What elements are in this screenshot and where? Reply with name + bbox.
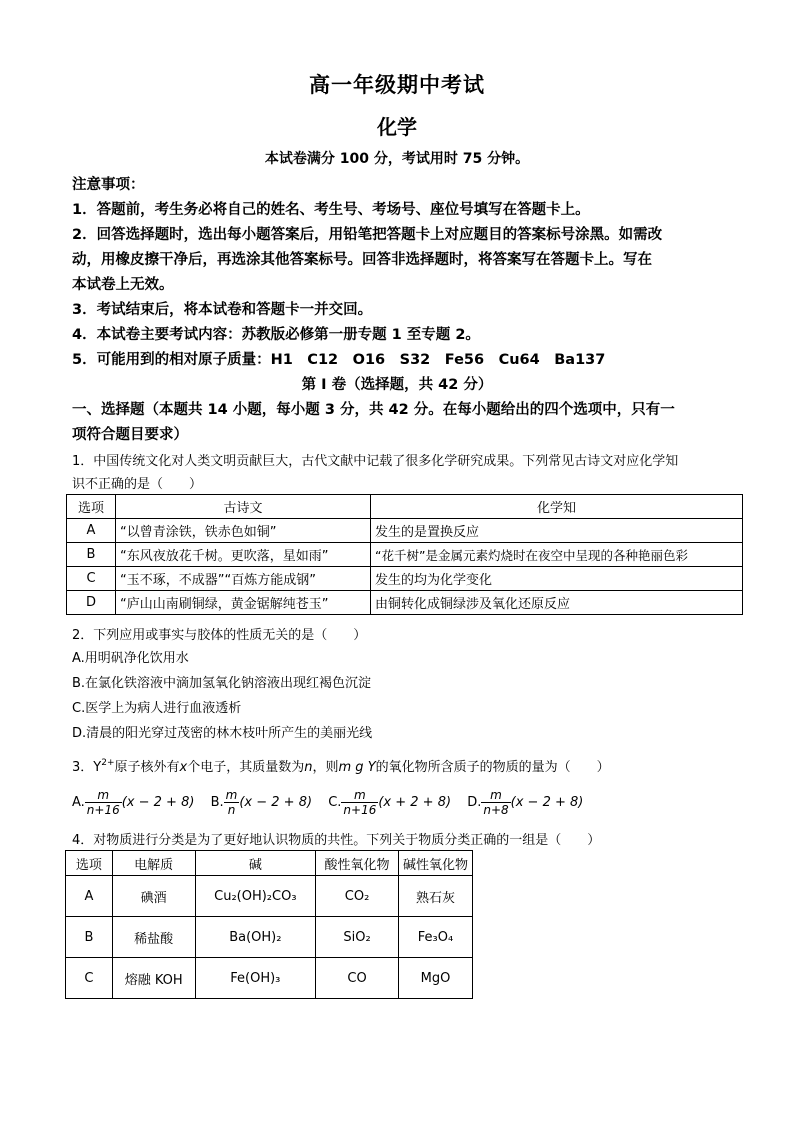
notes-heading: 注意事项： [72, 177, 145, 193]
q3-text: 个电子，其质量数为 [187, 760, 305, 775]
q3-var-x: x [179, 760, 188, 775]
table-header-cell: 选项 [67, 495, 116, 519]
table-row [67, 567, 743, 591]
denominator: n+16 [86, 803, 120, 817]
table-header-row [66, 851, 473, 876]
table-cell: “东风夜放花千树。更吹落，星如雨” [116, 543, 371, 567]
table-cell: Cu₂(OH)₂CO₃ [195, 876, 316, 917]
table-cell: “庐山山南刷铜绿，黄金锯解纯苍玉” [116, 591, 371, 615]
q1-stem-line-1: 1．中国传统文化对人类文明贡献巨大，古代文献中记载了很多化学研究成果。下列常见古诗文对应化学知 [72, 454, 679, 469]
q3-stem [72, 756, 610, 775]
table-header-cell: 碱性氧化物 [398, 851, 472, 876]
numerator: m [225, 788, 238, 802]
expression: (x − 2 + 8) [239, 795, 313, 810]
option-label: A. [72, 795, 85, 810]
section-heading-line-1: 一、选择题（本题共 14 小题，每小题 3 分，共 42 分。在每小题给出的四个选项中，只有一 [72, 402, 675, 418]
q3-var-mass: m g Y [338, 760, 376, 775]
q4-table [65, 850, 473, 999]
subject-title: 化学 [377, 115, 417, 139]
note-1: 1．答题前，考生务必将自己的姓名、考生号、考场号、座位号填写在答题卡上。 [72, 202, 590, 218]
table-cell: Ba(OH)₂ [195, 917, 316, 958]
table-header-cell: 碱 [195, 851, 316, 876]
numerator: m [481, 788, 510, 803]
fraction [481, 788, 510, 817]
table-header-row [67, 495, 743, 519]
q1-stem-line-2: 识不正确的是（ ） [72, 477, 203, 492]
table-cell: SiO₂ [316, 917, 399, 958]
expression: (x + 2 + 8) [378, 795, 452, 810]
table-cell: A [66, 876, 113, 917]
table-cell: “玉不琢，不成器”“百炼方能成钢” [116, 567, 371, 591]
note-2-line-2: 动，用橡皮擦干净后，再选涂其他答案标号。回答非选择题时，将答案写在答题卡上。写在 [72, 252, 652, 268]
note-4: 4．本试卷主要考试内容：苏教版必修第一册专题 1 至专题 2。 [72, 327, 480, 343]
table-cell: 发生的均为化学变化 [371, 567, 743, 591]
table-row [67, 591, 743, 615]
expression: (x − 2 + 8) [510, 795, 584, 810]
table-cell: CO₂ [316, 876, 399, 917]
table-cell: 熔融 KOH [112, 958, 195, 999]
table-cell: Fe(OH)₃ [195, 958, 316, 999]
table-cell: “花千树”是金属元素灼烧时在夜空中呈现的各种艳丽色彩 [371, 543, 743, 567]
note-3: 3．考试结束后，将本试卷和答题卡一并交回。 [72, 302, 373, 318]
note-5: 5．可能用到的相对原子质量：H1 C12 O16 S32 Fe56 Cu64 Ba137 [72, 352, 606, 368]
q3-text: ，则 [312, 760, 339, 775]
expression: (x − 2 + 8) [121, 795, 195, 810]
table-cell: 稀盐酸 [112, 917, 195, 958]
q4-stem: 4．对物质进行分类是为了更好地认识物质的共性。下列关于物质分类正确的一组是（ ） [72, 833, 601, 848]
q2-option-a: A.用明矾净化饮用水 [72, 651, 189, 666]
table-cell: D [67, 591, 116, 615]
table-row [67, 519, 743, 543]
table-cell: C [67, 567, 116, 591]
table-row [66, 917, 473, 958]
table-cell: CO [316, 958, 399, 999]
exam-title: 高一年级期中考试 [309, 73, 485, 97]
q2-stem: 2．下列应用或事实与胶体的性质无关的是（ ） [72, 628, 367, 643]
numerator: m [85, 788, 122, 803]
table-cell: “以曾青涂铁，铁赤色如铜” [116, 519, 371, 543]
fraction [341, 788, 378, 817]
table-header-cell: 化学知 [371, 495, 743, 519]
q3-option-a [72, 788, 194, 817]
option-label: C. [328, 795, 342, 810]
q3-option-b [211, 788, 312, 817]
table-cell: 碘酒 [112, 876, 195, 917]
table-cell: MgO [398, 958, 472, 999]
table-cell: B [67, 543, 116, 567]
section-heading-line-2: 项符合题目要求） [72, 427, 188, 443]
q3-text: 原子核外有 [114, 760, 180, 775]
table-header-cell: 古诗文 [116, 495, 371, 519]
table-cell: B [66, 917, 113, 958]
q3-options [72, 788, 595, 817]
q3-option-c [328, 788, 451, 817]
fraction [224, 788, 240, 817]
table-row [67, 543, 743, 567]
option-label: D. [467, 795, 482, 810]
denominator: n [227, 803, 236, 817]
q2-option-b: B.在氯化铁溶液中滴加氢氧化钠溶液出现红褐色沉淀 [72, 676, 372, 691]
table-header-cell: 电解质 [112, 851, 195, 876]
table-row [66, 958, 473, 999]
q3-charge: 2+ [101, 758, 115, 768]
q3-ion: Y [93, 760, 102, 775]
q1-table [66, 494, 743, 615]
q3-var-n: n [304, 760, 313, 775]
denominator: n+16 [343, 803, 377, 817]
table-cell: 由铜转化成铜绿涉及氧化还原反应 [371, 591, 743, 615]
q3-option-d [467, 788, 583, 817]
q2-option-c: C.医学上为病人进行血液透析 [72, 701, 242, 716]
part1-heading: 第 I 卷（选择题，共 42 分） [301, 377, 493, 393]
table-header-cell: 酸性氧化物 [316, 851, 399, 876]
table-cell: 熟石灰 [398, 876, 472, 917]
note-2-line-3: 本试卷上无效。 [72, 277, 174, 293]
q2-option-d: D.清晨的阳光穿过茂密的林木枝叶所产生的美丽光线 [72, 726, 373, 741]
fraction [85, 788, 122, 817]
q3-number: 3． [72, 760, 94, 775]
option-label: B. [210, 795, 224, 810]
table-cell: C [66, 958, 113, 999]
table-row [66, 876, 473, 917]
exam-info: 本试卷满分 100 分，考试用时 75 分钟。 [264, 151, 530, 167]
q3-text: 的氧化物所含质子的物质的量为（ ） [375, 760, 610, 775]
table-cell: A [67, 519, 116, 543]
denominator: n+8 [483, 803, 509, 817]
table-cell: 发生的是置换反应 [371, 519, 743, 543]
table-cell: Fe₃O₄ [398, 917, 472, 958]
numerator: m [341, 788, 378, 803]
table-header-cell: 选项 [66, 851, 113, 876]
note-2-line-1: 2．回答选择题时，选出每小题答案后，用铅笔把答题卡上对应题目的答案标号涂黑。如需改 [72, 227, 663, 243]
